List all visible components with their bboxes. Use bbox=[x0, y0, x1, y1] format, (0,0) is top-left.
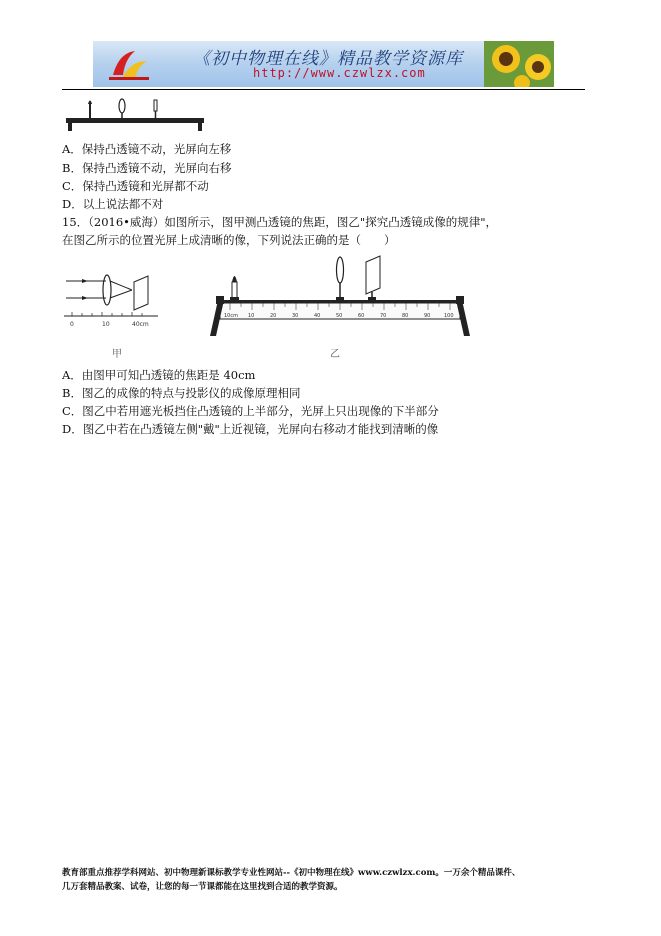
q14-option-c: C．保持凸透镜和光屏都不动 bbox=[62, 179, 209, 193]
fig-b-scale-label: 100 bbox=[444, 313, 454, 319]
q14-optical-bench-figure bbox=[62, 94, 210, 134]
fig-b-scale-label: 60 bbox=[358, 313, 365, 319]
sunflower-icon bbox=[484, 41, 554, 87]
fig-b-scale-label: 70 bbox=[380, 313, 387, 319]
fig-b-caption: 乙 bbox=[330, 349, 340, 360]
fig-b-scale-label: 80 bbox=[402, 313, 409, 319]
header-title: 《初中物理在线》精品教学资源库 bbox=[193, 49, 463, 69]
header-banner bbox=[93, 41, 554, 87]
fig-a-caption: 甲 bbox=[112, 349, 122, 360]
q14-option-b: B．保持凸透镜不动，光屏向右移 bbox=[62, 161, 232, 175]
q15-option-c: C．图乙中若用遮光板挡住凸透镜的上半部分，光屏上只出现像的下半部分 bbox=[62, 404, 439, 418]
site-logo-icon bbox=[105, 45, 153, 83]
q15-stem-line1: 15．（2016•威海）如图所示，图甲测凸透镜的焦距，图乙"探究凸透镜成像的规律"， bbox=[62, 215, 498, 229]
fig-a-scale-label: 0 bbox=[70, 321, 74, 328]
fig-a-scale-label: 10 bbox=[102, 321, 110, 328]
fig-b-scale-label: 30 bbox=[292, 313, 299, 319]
fig-b-scale-label: 50 bbox=[336, 313, 343, 319]
q15-option-b: B．图乙的成像的特点与投影仪的成像原理相同 bbox=[62, 386, 301, 400]
fig-a-scale-label: 40cm bbox=[132, 321, 149, 328]
footer-line1: 教育部重点推荐学科网站、初中物理新课标教学专业性网站--《初中物理在线》www.czwlzx.com。一万余个精品课件、 bbox=[62, 868, 521, 878]
q14-option-a: A．保持凸透镜不动，光屏向左移 bbox=[62, 142, 232, 156]
q15-option-d: D．图乙中若在凸透镜左侧"戴"上近视镜，光屏向右移动才能找到清晰的像 bbox=[62, 422, 439, 436]
fig-b-scale-label: 20 bbox=[270, 313, 277, 319]
fig-b-scale-label: 10cm bbox=[224, 313, 238, 319]
header-rule bbox=[62, 89, 585, 90]
fig-b-scale-label: 10 bbox=[248, 313, 255, 319]
q15-figure-b bbox=[200, 254, 472, 340]
footer-line2: 几万套精品教案、试卷，让您的每一节课都能在这里找到合适的教学资源。 bbox=[62, 882, 343, 892]
q15-option-a: A．由图甲可知凸透镜的焦距是 40cm bbox=[62, 368, 256, 382]
q15-stem-line2: 在图乙所示的位置光屏上成清晰的像，下列说法正确的是（ ） bbox=[62, 233, 396, 247]
header-url[interactable]: http://www.czwlzx.com bbox=[253, 66, 426, 80]
fig-b-scale-label: 90 bbox=[424, 313, 431, 319]
fig-b-scale-label: 40 bbox=[314, 313, 321, 319]
q14-option-d: D．以上说法都不对 bbox=[62, 197, 164, 211]
q15-figure-a bbox=[62, 268, 162, 332]
